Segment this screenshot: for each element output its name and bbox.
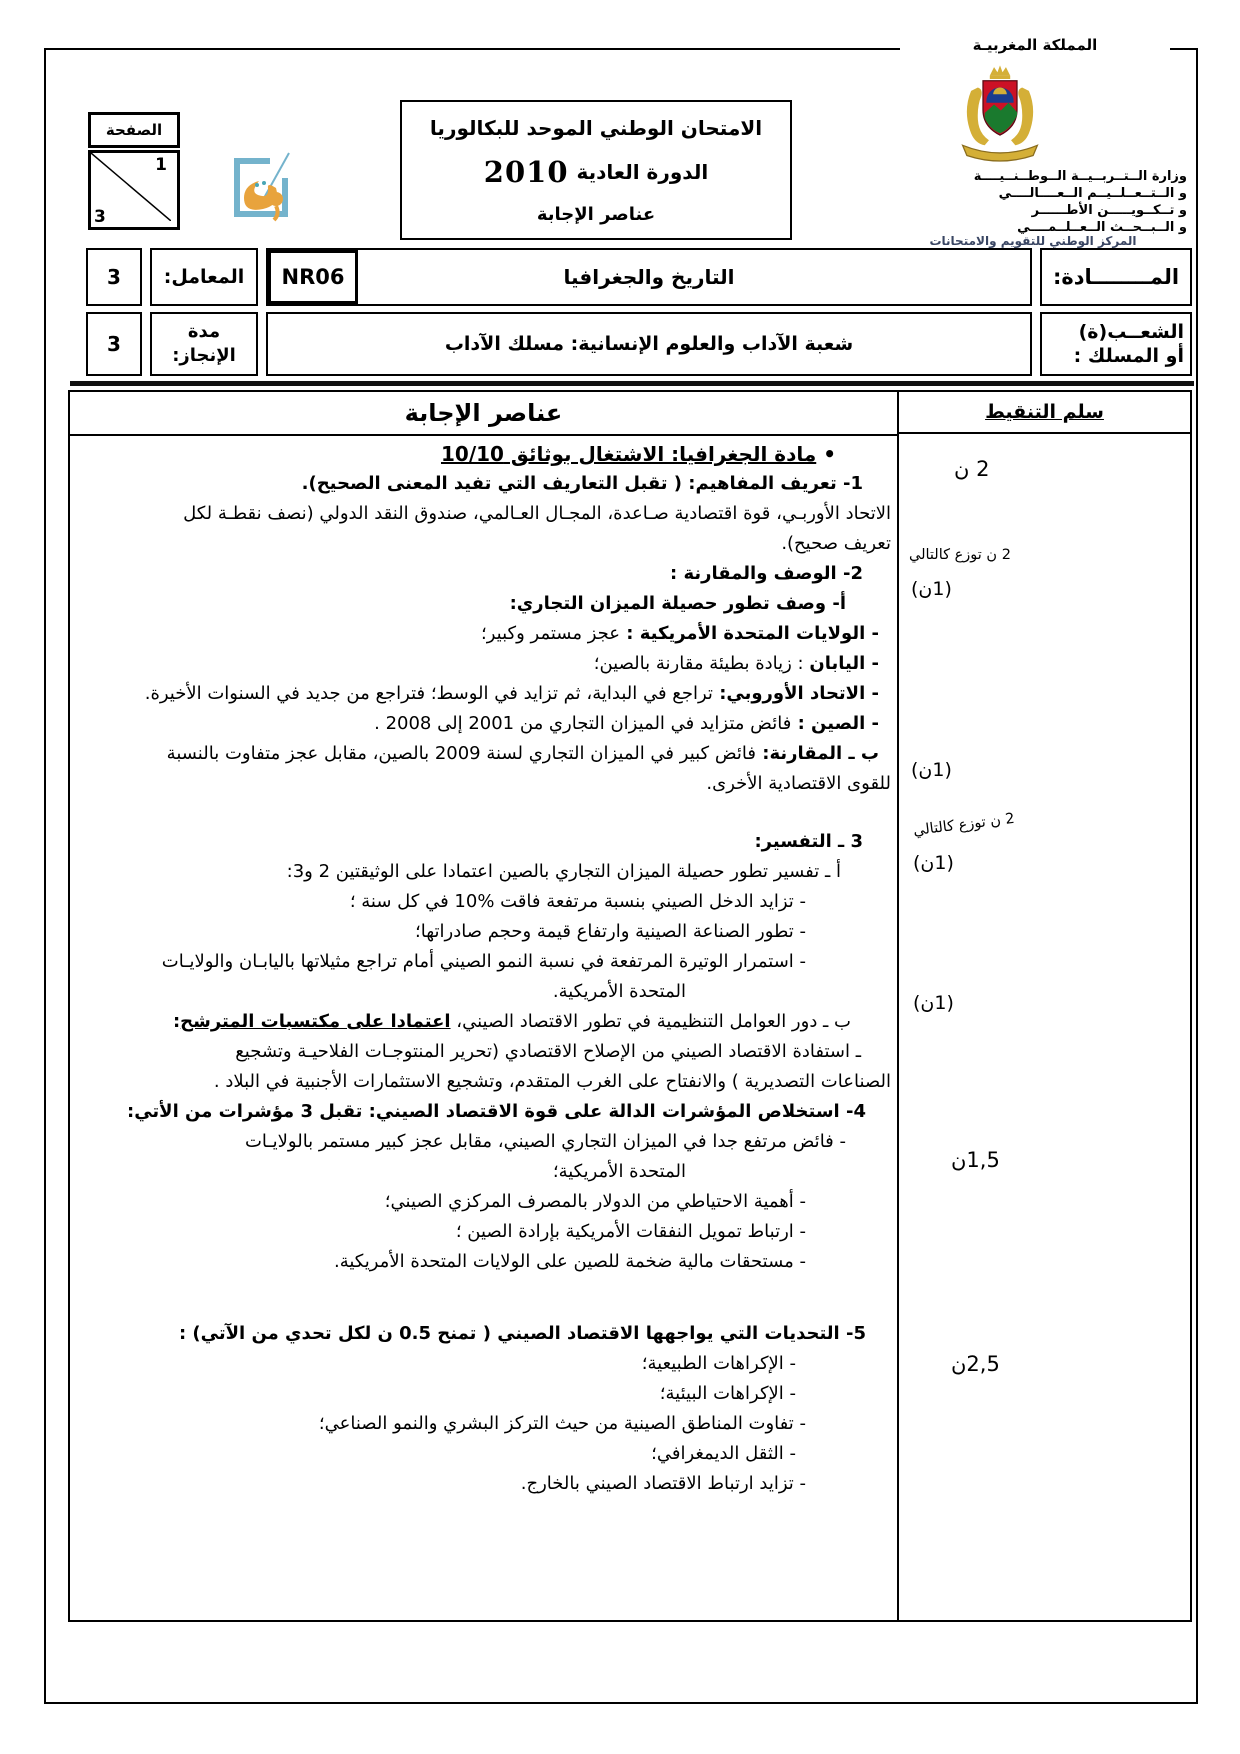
subject-value: التاريخ والجغرافيا <box>563 265 735 289</box>
answer-line: ـ استفادة الاقتصاد الصيني من الإصلاح الاقتصادي (تحرير المنتوجـات الفلاحيـة وتشجيع <box>235 1041 861 1062</box>
subject-cell <box>266 248 1032 306</box>
answer-line: أ ـ تفسير تطور حصيلة الميزان التجاري بالصين اعتمادا على الوثيقتين 2 و3: <box>286 861 841 882</box>
answer-line: تعريف صحيح). <box>781 533 891 554</box>
score-entry: 1,5ن <box>951 1148 1000 1172</box>
answers-body <box>70 434 897 1620</box>
score-entry: 2 ن توزع كالتالي <box>909 547 1011 563</box>
page-current: 1 <box>155 155 167 175</box>
ministry-line: و الــبــحــث الــعــلــمــــي <box>1017 220 1187 235</box>
score-entry: (1ن) <box>911 759 952 781</box>
duration-label-1: مدة <box>187 321 221 342</box>
answer-line: المتحدة الأمريكية. <box>552 981 686 1002</box>
answer-line: - أهمية الاحتياطي من الدولار بالمصرف المركزي الصيني؛ <box>384 1191 806 1212</box>
answer-line: المتحدة الأمريكية؛ <box>552 1161 686 1182</box>
answer-line: 1- تعريف المفاهيم: ( تقبل التعاريف التي تفيد المعنى الصحيح). <box>301 473 863 494</box>
branch-label-2: أو المسلك : <box>1073 345 1184 367</box>
scale-header: سلم التنقيط <box>897 392 1190 434</box>
coat-of-arms-icon <box>948 62 1052 164</box>
scale-column <box>897 434 1190 1620</box>
separator-rule <box>70 381 1194 386</box>
session-label: الدورة العادية <box>576 159 709 184</box>
answer-line: - تفاوت المناطق الصينية من حيث التركز البشري والنمو الصناعي؛ <box>318 1413 806 1434</box>
answer-line: 5- التحديات التي يواجهها الاقتصاد الصيني ( تمنح 0.5 ن لكل تحدي من الآتي) : <box>178 1323 866 1344</box>
answer-line: - الولايات المتحدة الأمريكية : عجز مستمر وكبير؛ <box>481 623 879 644</box>
answer-line: 4- استخلاص المؤشرات الدالة على قوة الاقتصاد الصيني: تقبل 3 مؤشرات من الأتي: <box>127 1101 866 1122</box>
coeff-label: المعامل: <box>163 266 245 288</box>
answer-line: ب ـ دور العوامل التنظيمية في تطور الاقتصاد الصيني، اعتمادا على مكتسبات المترشح: <box>172 1011 851 1032</box>
score-entry: 2 ن توزع كالتالي <box>912 810 1016 840</box>
ministry-line: و الــتــعــلــيــم الــعــــالــــي <box>998 186 1187 201</box>
answer-line: • مادة الجغرافيا: الاشتغال بوثائق 10/10 <box>440 442 836 466</box>
score-entry: 2,5ن <box>951 1352 1000 1376</box>
page-total: 3 <box>94 207 106 227</box>
exam-title-box <box>400 100 792 240</box>
answer-line: الصناعات التصديرية ) والانفتاح على الغرب المتقدم، وتشجيع الاستثمارات الأجنبية في البلاد . <box>213 1071 891 1092</box>
kingdom-title: المملكة المغربيـة <box>900 34 1170 56</box>
duration-cell <box>86 312 142 376</box>
subject-label-cell <box>1040 248 1192 306</box>
answer-line: - الإكراهات الطبيعية؛ <box>641 1353 796 1374</box>
ref-code: NR06 <box>268 250 358 304</box>
answers-header: عناصر الإجابة <box>70 392 897 436</box>
branch-label-1: الشعــب(ة) <box>1078 321 1184 343</box>
coeff-cell <box>86 248 142 306</box>
answer-line: 2- الوصف والمقارنة : <box>670 563 863 584</box>
answer-line: - الصين : فائض متزايد في الميزان التجاري من 2001 إلى 2008 . <box>374 713 879 734</box>
branch-cell <box>266 312 1032 376</box>
page-label: الصفحة <box>88 112 180 148</box>
answer-line: - تطور الصناعة الصينية وارتفاع قيمة وحجم صادراتها؛ <box>415 921 806 942</box>
score-entry: (1ن) <box>913 992 954 1014</box>
answer-line: - الاتحاد الأوروبي: تراجع في البداية، ثم تزايد في الوسط؛ فتراجع من جديد في السنوات الأخيرة. <box>144 683 879 704</box>
answer-line <box>74 1277 891 1319</box>
answer-line: ب ـ المقارنة: فائض كبير في الميزان التجاري لسنة 2009 بالصين، مقابل عجز متفاوت بالنسبة <box>166 743 879 764</box>
score-entry: (1ن) <box>911 578 952 600</box>
exam-title: الامتحان الوطني الموحد للبكالوريا <box>429 115 763 140</box>
answer-line <box>74 799 891 827</box>
exams-center-name: المركز الوطني للتقويم والامتحانات <box>929 234 1137 248</box>
answer-line: الاتحاد الأوربـي، قوة اقتصادية صـاعدة، المجـال العـالمي، صندوق النقد الدولي (نصف نقطـة لكل <box>183 503 891 524</box>
answer-line: - تزايد ارتباط الاقتصاد الصيني بالخارج. <box>520 1473 806 1494</box>
coeff-value: 3 <box>107 265 121 289</box>
answer-line: للقوى الاقتصادية الأخرى. <box>706 773 891 794</box>
center-logo-icon <box>226 152 292 226</box>
subject-label: المــــــــادة: <box>1052 265 1180 289</box>
answer-line: 3 ـ التفسير: <box>754 831 863 852</box>
branch-value: شعبة الآداب والعلوم الإنسانية: مسلك الآداب <box>444 333 854 355</box>
answer-line: - ارتباط تمويل النفقات الأمريكية بإرادة الصين ؛ <box>455 1221 806 1242</box>
answer-line: - الثقل الديمغرافي؛ <box>651 1443 796 1464</box>
branch-label-cell <box>1040 312 1192 376</box>
answers-table <box>68 390 1192 1622</box>
coeff-label-cell <box>150 248 258 306</box>
answer-line: - فائض مرتفع جدا في الميزان التجاري الصيني، مقابل عجز كبير مستمر بالولايـات <box>244 1131 846 1152</box>
answer-line: - الإكراهات البيئية؛ <box>659 1383 796 1404</box>
session-year: 2010 <box>483 154 569 189</box>
answer-line: - اليابان : زيادة بطيئة مقارنة بالصين؛ <box>593 653 879 674</box>
duration-label-cell <box>150 312 258 376</box>
answer-line: - استمرار الوتيرة المرتفعة في نسبة النمو الصيني أمام تراجع مثيلاتها باليابـان والولايـات <box>161 951 806 972</box>
duration-value: 3 <box>107 332 121 356</box>
ministry-name <box>885 168 1187 236</box>
score-entry: 2 ن <box>954 457 990 481</box>
answer-line: - مستحقات مالية ضخمة للصين على الولايات المتحدة الأمريكية. <box>334 1251 806 1272</box>
score-entry: (1ن) <box>913 852 954 874</box>
duration-label-2: الإنجاز: <box>172 345 236 366</box>
page-number-box <box>88 150 180 230</box>
answer-line: - تزايد الدخل الصيني بنسبة مرتفعة فاقت %10 في كل سنة ؛ <box>349 891 806 912</box>
ministry-line: وزارة الــتــربــيــة الــوطــنــيــــة <box>973 169 1187 184</box>
doc-type-label: عناصر الإجابة <box>536 203 656 225</box>
answer-line: أ- وصف تطور حصيلة الميزان التجاري: <box>509 593 846 614</box>
ministry-line: و تــكــويـــــن الأطــــــر <box>1031 203 1187 218</box>
session-line <box>484 155 708 189</box>
